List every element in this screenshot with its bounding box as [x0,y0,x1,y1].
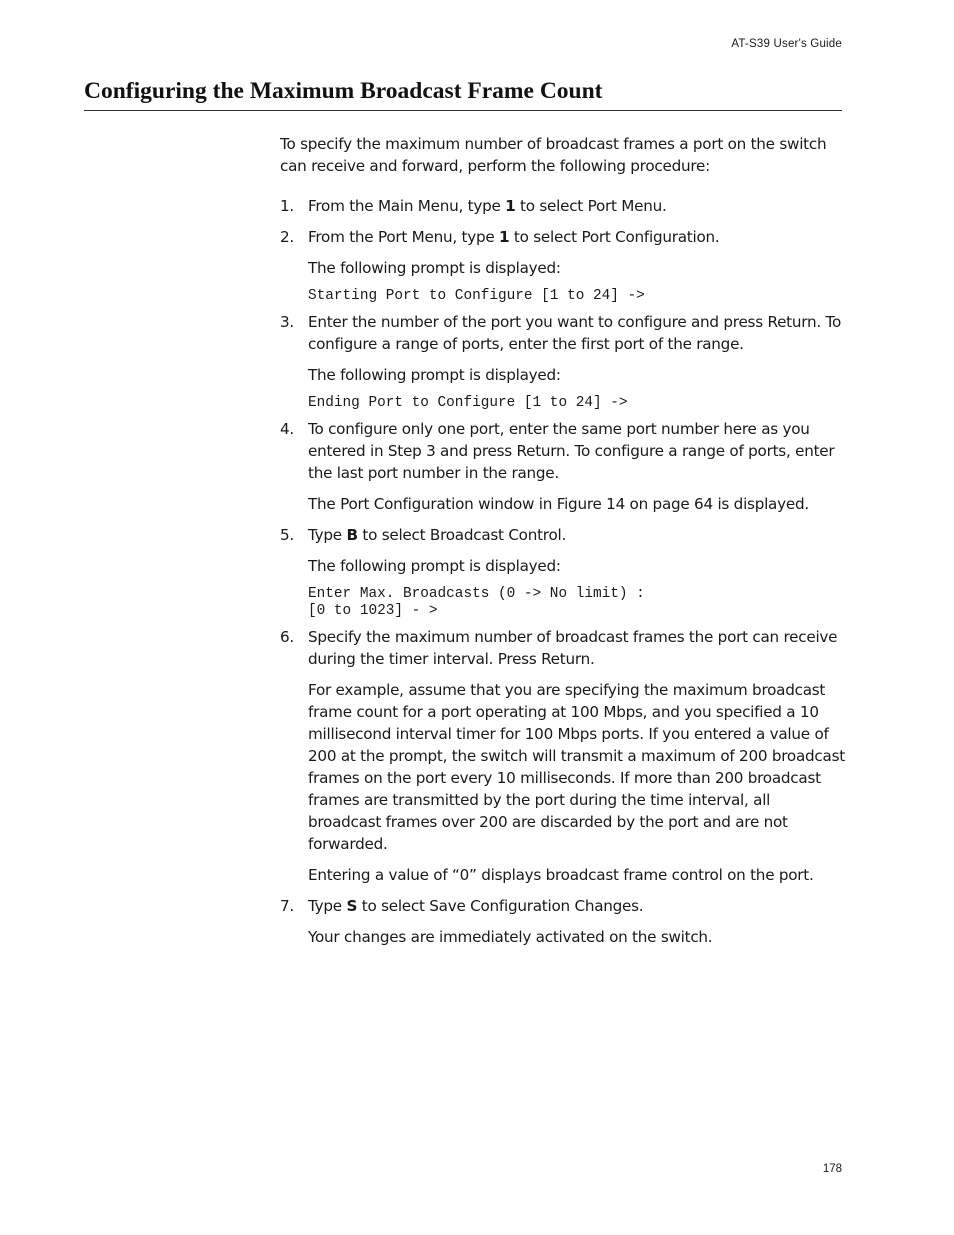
step-note: The following prompt is displayed: [308,557,561,575]
step-note: The Port Configuration window in Figure 14 on page 64 is displayed. [308,495,809,513]
prompt-code-line: [0 to 1023] - > [308,603,438,619]
step-7 [280,895,845,948]
step-number: 3. [280,313,294,331]
step-note: Your changes are immediately activated on the switch. [308,928,713,946]
prompt-code-line: Enter Max. Broadcasts (0 -> No limit) : [308,586,645,602]
step-number: 1. [280,197,294,215]
step-4 [280,418,845,515]
step-example: For example, assume that you are specifying the maximum broadcast frame count for a port operating at 100 Mbps, and you specified a 10 millisecond interval timer for 100 Mbps ports. If you entered a value of 200 at the prompt, the switch will transmit a maximum of 200 broadcast frames on the port every 10 milliseconds. If more than 200 broadcast frames are transmitted by the port during the time interval, all broadcast frames over 200 are discarded by the port and are not forwarded. [308,681,845,853]
menu-key: S [346,897,358,915]
step-text: From the Port Menu, type 1 to select Port Configuration. [308,228,720,246]
step-number: 6. [280,628,294,646]
step-note: The following prompt is displayed: [308,366,561,384]
step-note: The following prompt is displayed: [308,259,561,277]
step-note: Entering a value of “0” displays broadcast frame control on the port. [308,866,814,884]
menu-key: B [346,526,358,544]
menu-key: 1 [499,228,510,246]
step-3 [280,311,845,412]
prompt-code: Ending Port to Configure [1 to 24] -> [308,395,628,411]
running-header: AT-S39 User's Guide [731,38,842,50]
step-number: 7. [280,897,294,915]
body-content [280,133,845,957]
step-6 [280,626,845,886]
prompt-code [308,586,845,620]
step-text: Enter the number of the port you want to configure and press Return. To configure a range of ports, enter the first port of the range. [308,313,841,353]
step-1 [280,195,845,217]
step-text: From the Main Menu, type 1 to select Port Menu. [308,197,667,215]
step-number: 5. [280,526,294,544]
step-number: 4. [280,420,294,438]
step-text: To configure only one port, enter the same port number here as you entered in Step 3 and press Return. To configure a range of ports, enter the last port number in the range. [308,420,835,482]
step-text: Type B to select Broadcast Control. [308,526,567,544]
prompt-code: Starting Port to Configure [1 to 24] -> [308,288,645,304]
intro-paragraph: To specify the maximum number of broadcast frames a port on the switch can receive and forward, perform the following procedure: [280,135,827,175]
menu-key: 1 [505,197,516,215]
page-number: 178 [822,1163,842,1175]
step-2 [280,226,845,305]
section-title: Configuring the Maximum Broadcast Frame Count [84,78,603,104]
step-5 [280,524,845,620]
step-number: 2. [280,228,294,246]
title-rule [84,110,842,111]
procedure-steps [280,195,845,948]
step-text: Specify the maximum number of broadcast frames the port can receive during the timer interval. Press Return. [308,628,838,668]
step-text: Type S to select Save Configuration Changes. [308,897,644,915]
